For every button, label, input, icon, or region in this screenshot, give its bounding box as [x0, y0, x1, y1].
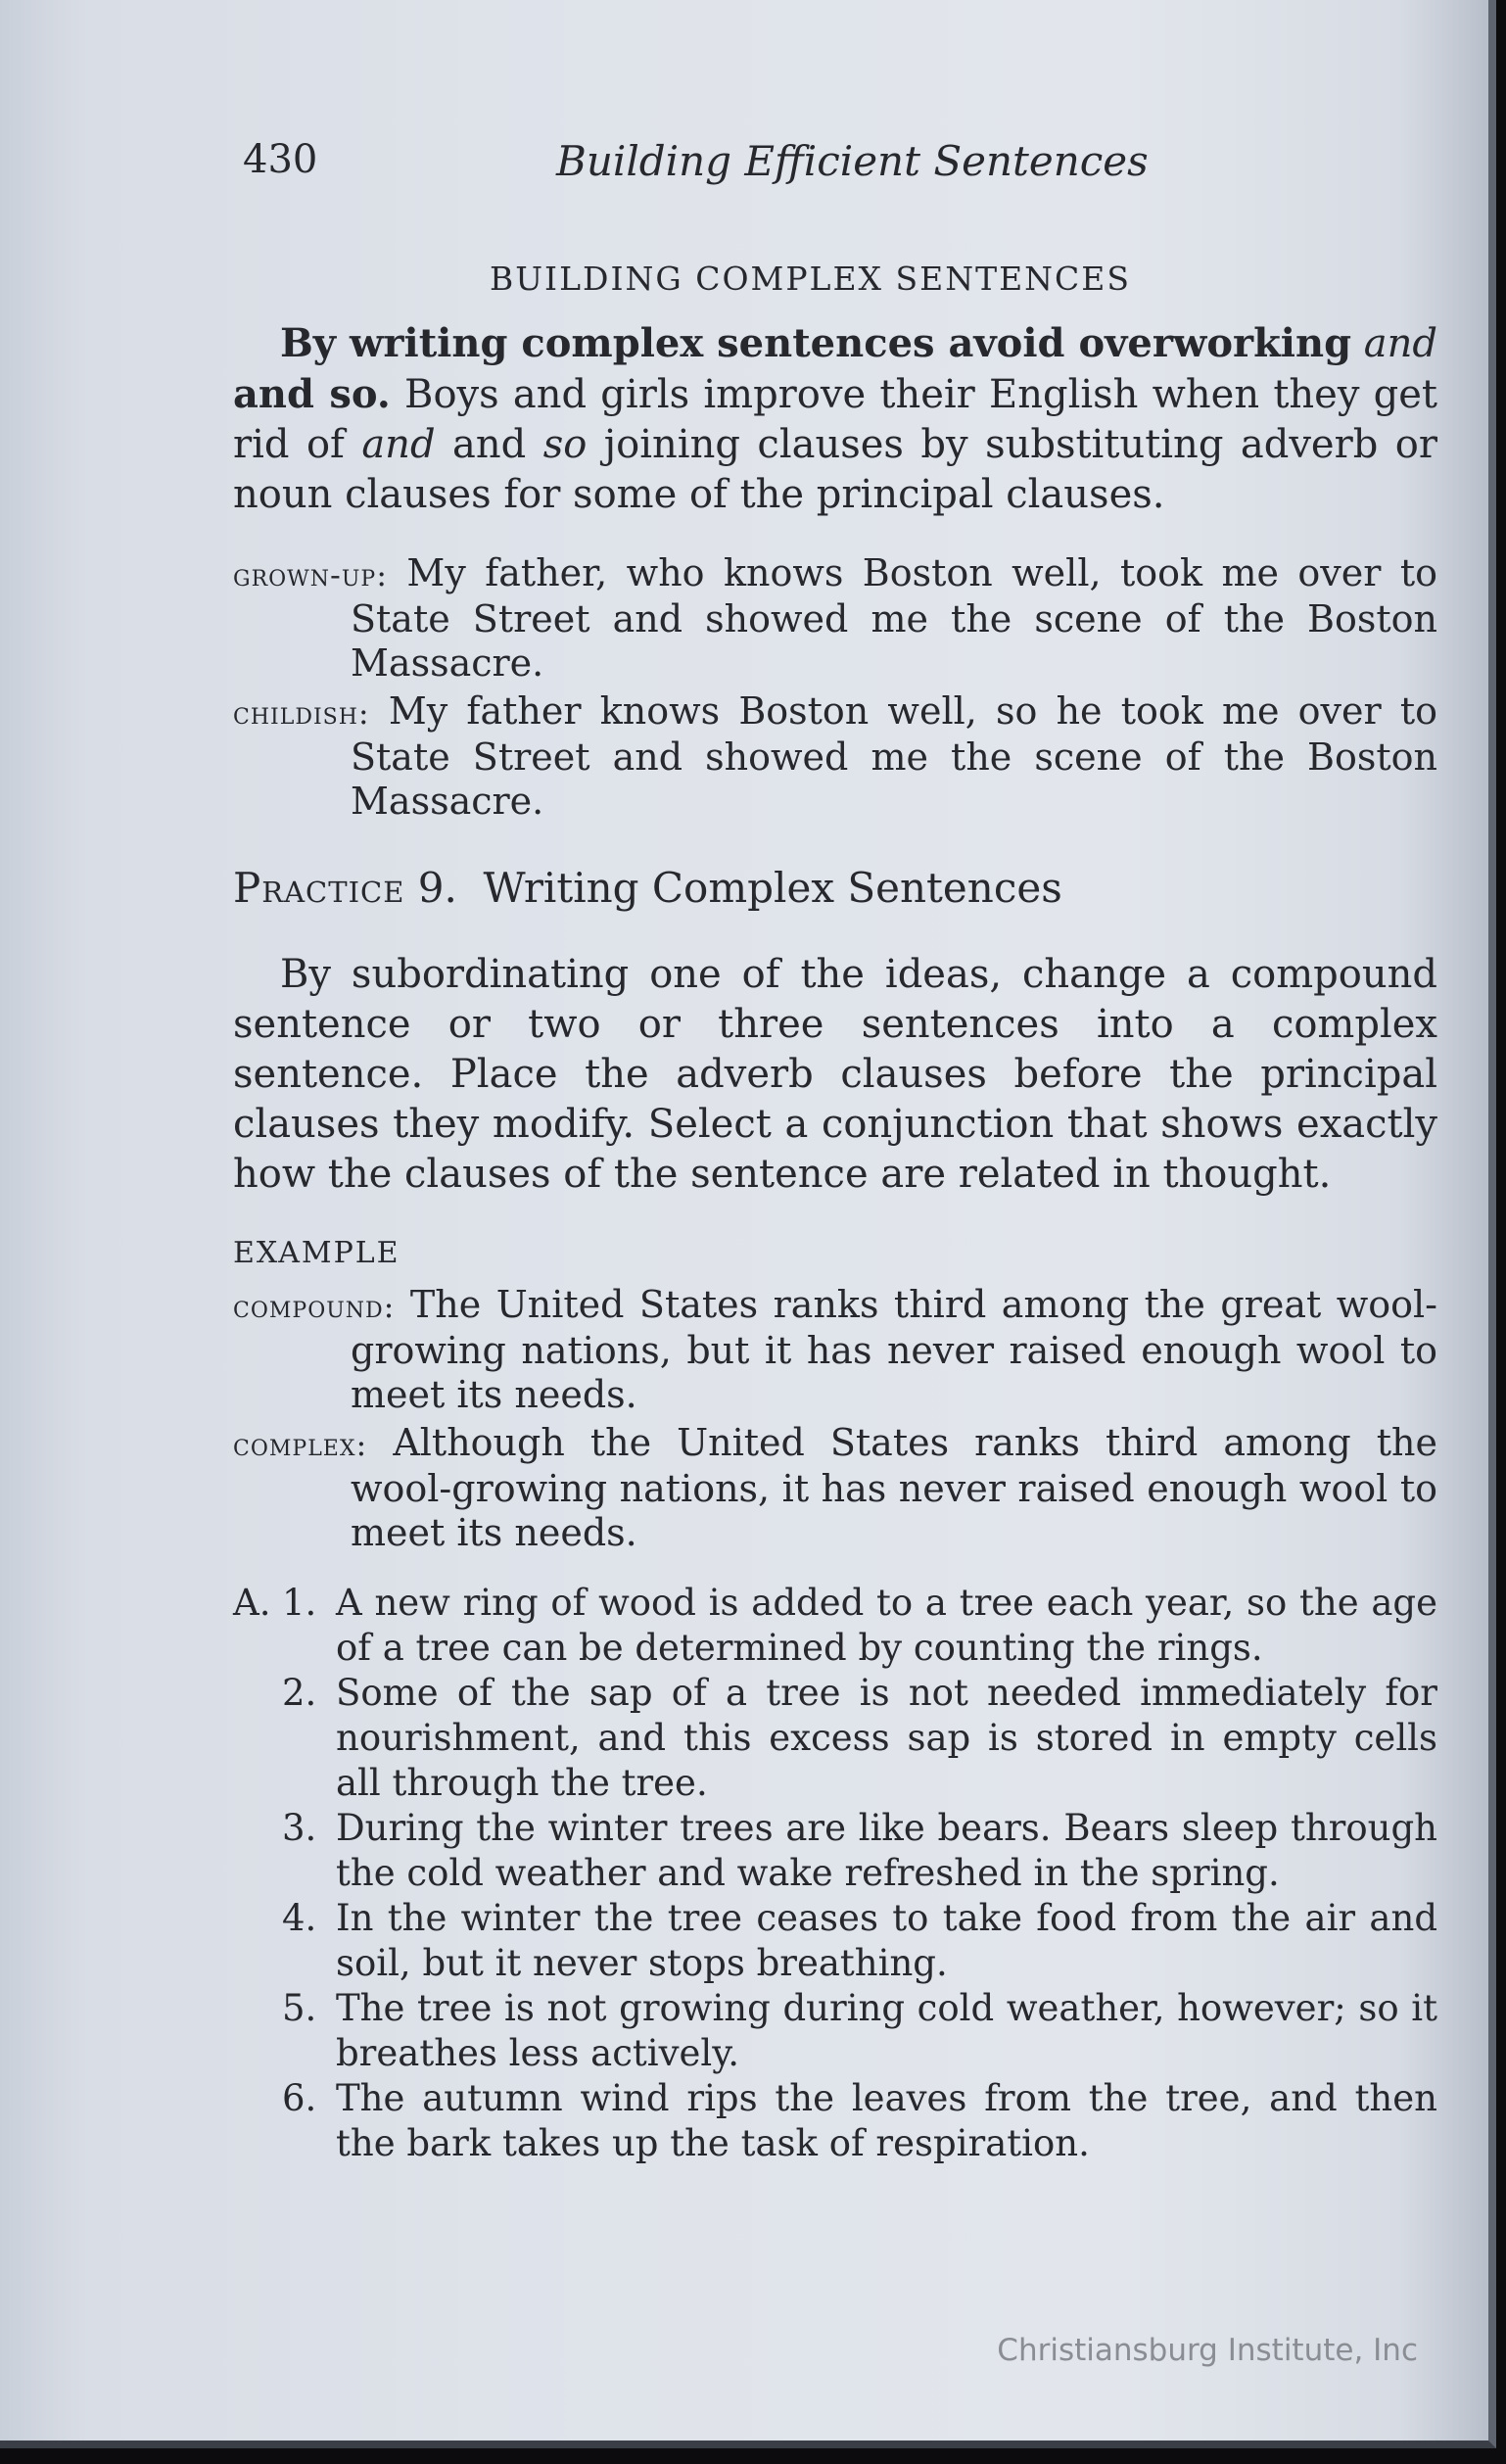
- practice-heading: [233, 864, 1437, 912]
- example-text-complex: Although the United States ranks third among the wool-growing nations, it has never raised enough wool to meet its needs.: [351, 1421, 1437, 1554]
- list-item: [233, 1581, 1437, 1671]
- lead-body-3: joining clauses by substituting adverb or noun clauses for some of the principal clauses.: [233, 422, 1437, 517]
- practice-number: 9.: [417, 864, 457, 912]
- example-label-childish: childish:: [233, 694, 370, 732]
- example-complex: [233, 1421, 1437, 1555]
- running-title: Building Efficient Sentences: [556, 137, 1149, 185]
- lead-body-1: Boys and girls improve their English when they get rid of: [233, 372, 1437, 467]
- item-text: In the winter the tree ceases to take food from the air and soil, but it never stops breathing.: [336, 1897, 1437, 1984]
- list-item: [233, 1806, 1437, 1896]
- example-compound: [233, 1283, 1437, 1417]
- exercise-list: [233, 1581, 1437, 2166]
- item-text: A new ring of wood is added to a tree each year, so the age of a tree can be determined by counting the rings.: [336, 1582, 1437, 1669]
- lead-italic-and: and: [1363, 321, 1438, 366]
- list-item: [233, 1671, 1437, 1806]
- section-heading: BUILDING COMPLEX SENTENCES: [490, 260, 1132, 298]
- example-pair-grownup-childish: [233, 551, 1437, 828]
- page-number: 430: [243, 137, 318, 182]
- lead-bold-start: By writing complex sentences avoid overworking: [280, 320, 1352, 366]
- item-number: 3.: [282, 1807, 317, 1849]
- page-header: [243, 137, 1291, 196]
- example-text-grown-up: My father, who knows Boston well, took me over to State Street and showed me the scene of the Boston Massacre.: [351, 551, 1437, 685]
- example-label-complex: complex:: [233, 1426, 368, 1463]
- practice-title: Writing Complex Sentences: [483, 864, 1062, 912]
- example-text-childish: My father knows Boston well, so he took me over to State Street and showed me the scene of the Boston Massacre.: [351, 689, 1437, 823]
- example-label: EXAMPLE: [233, 1236, 400, 1270]
- list-item: [233, 1986, 1437, 2076]
- lead-italic-so-2: so: [542, 422, 588, 467]
- item-number: 5.: [282, 1987, 317, 2029]
- list-item: [233, 2076, 1437, 2166]
- exercise-part-label: A.: [233, 1582, 271, 1624]
- practice-word: Practice: [233, 864, 405, 912]
- example-label-compound: compound:: [233, 1288, 396, 1325]
- item-number: 4.: [282, 1897, 317, 1939]
- lead-so: so.: [329, 371, 391, 417]
- example-childish: [233, 689, 1437, 824]
- lead-italic-and-2: and: [361, 422, 436, 467]
- item-number: 6.: [282, 2077, 317, 2119]
- item-text: Some of the sap of a tree is not needed immediately for nourishment, and this excess sap is stored in empty cells all through the tree.: [336, 1672, 1437, 1804]
- example-label-grown-up: grown-up:: [233, 556, 388, 593]
- lead-bold-mid: and: [233, 371, 330, 417]
- example-pair-compound-complex: [233, 1283, 1437, 1559]
- example-grown-up: [233, 551, 1437, 686]
- item-text: The tree is not growing during cold weather, however; so it breathes less actively.: [336, 1987, 1437, 2074]
- list-item: [233, 1896, 1437, 1986]
- watermark: Christiansburg Institute, Inc: [997, 2333, 1418, 2368]
- item-text: The autumn wind rips the leaves from the tree, and then the bark takes up the task of respiration.: [336, 2077, 1437, 2164]
- item-number: 2.: [282, 1672, 317, 1714]
- lead-body-2: and: [435, 422, 543, 467]
- item-number: 1.: [282, 1582, 317, 1624]
- practice-instructions: By subordinating one of the ideas, change a compound sentence or two or three sentences into a complex sentence. Place the adverb clauses before the principal clauses they modify. Select a conjunction that shows exactly how the clauses of the sentence are related in thought.: [233, 952, 1437, 1197]
- item-text: During the winter trees are like bears. Bears sleep through the cold weather and wake refreshed in the spring.: [336, 1807, 1437, 1894]
- example-text-compound: The United States ranks third among the great wool-growing nations, but it has never raised enough wool to meet its needs.: [351, 1283, 1437, 1416]
- lead-paragraph: [233, 318, 1437, 520]
